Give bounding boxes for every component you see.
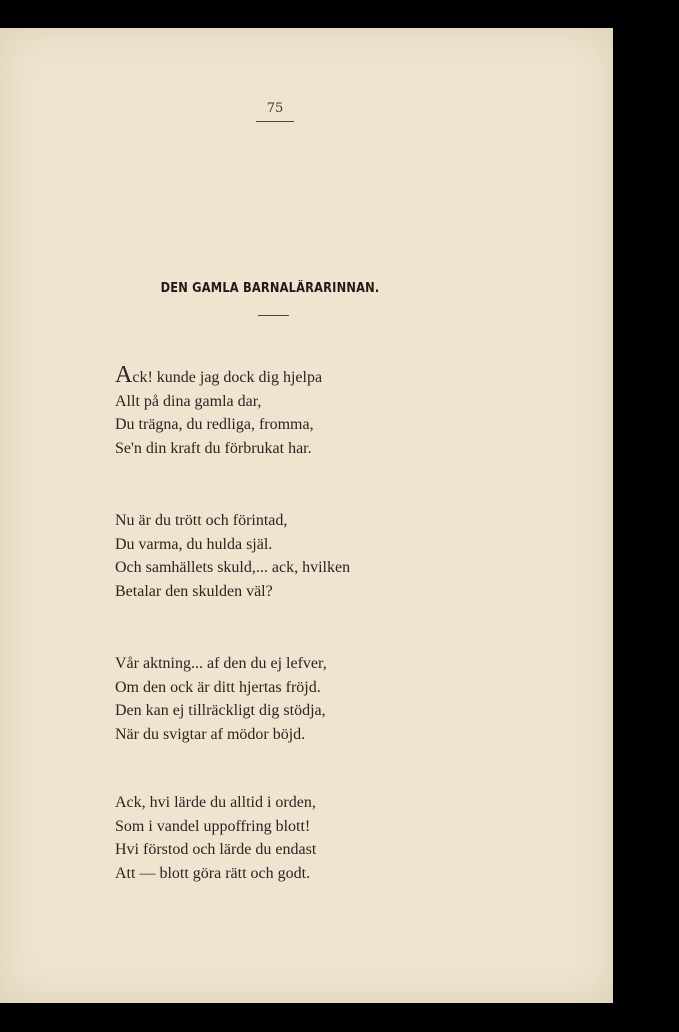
verse-line: Betalar den skulden väl? [115, 582, 273, 600]
verse-line: Att — blott göra rätt och godt. [115, 864, 311, 882]
stanza-1 [115, 362, 323, 460]
verse-line-text: ck! kunde jag dock dig hjelpa [132, 369, 323, 386]
verse-line: Hvi förstod och lärde du endast [115, 841, 317, 858]
verse-line: Om den ock är ditt hjertas fröjd. [115, 678, 321, 696]
page-number-rule [256, 121, 294, 122]
verse-line [115, 362, 323, 390]
verse-line: Ack, hvi lärde du alltid i orden, [115, 794, 316, 811]
verse-line: Du varma, du hulda själ. [115, 535, 273, 553]
title-rule [258, 315, 289, 316]
poem-title: DEN GAMLA BARNALÄRARINNAN. [160, 281, 380, 296]
verse-line: Och samhällets skuld,... ack, hvilken [115, 559, 351, 576]
stanza-4 [115, 791, 316, 885]
drop-cap: A [115, 362, 133, 388]
verse-line: Nu är du trött och förintad, [115, 512, 288, 529]
verse-line: Du trägna, du redliga, fromma, [115, 416, 314, 433]
verse-line: Allt på dina gamla dar, [115, 392, 262, 410]
page-number: 75 [266, 101, 284, 116]
verse-line: Som i vandel uppoffring blott! [115, 817, 311, 835]
stanza-2 [115, 509, 350, 603]
verse-line: Vår aktning... af den du ej lefver, [115, 655, 327, 672]
verse-line: När du svigtar af mödor böjd. [115, 725, 306, 743]
verse-line: Se'n din kraft du förbrukat har. [115, 439, 312, 457]
book-page [0, 28, 613, 1003]
stanza-3 [115, 652, 327, 746]
verse-line: Den kan ej tillräckligt dig stödja, [115, 702, 326, 719]
